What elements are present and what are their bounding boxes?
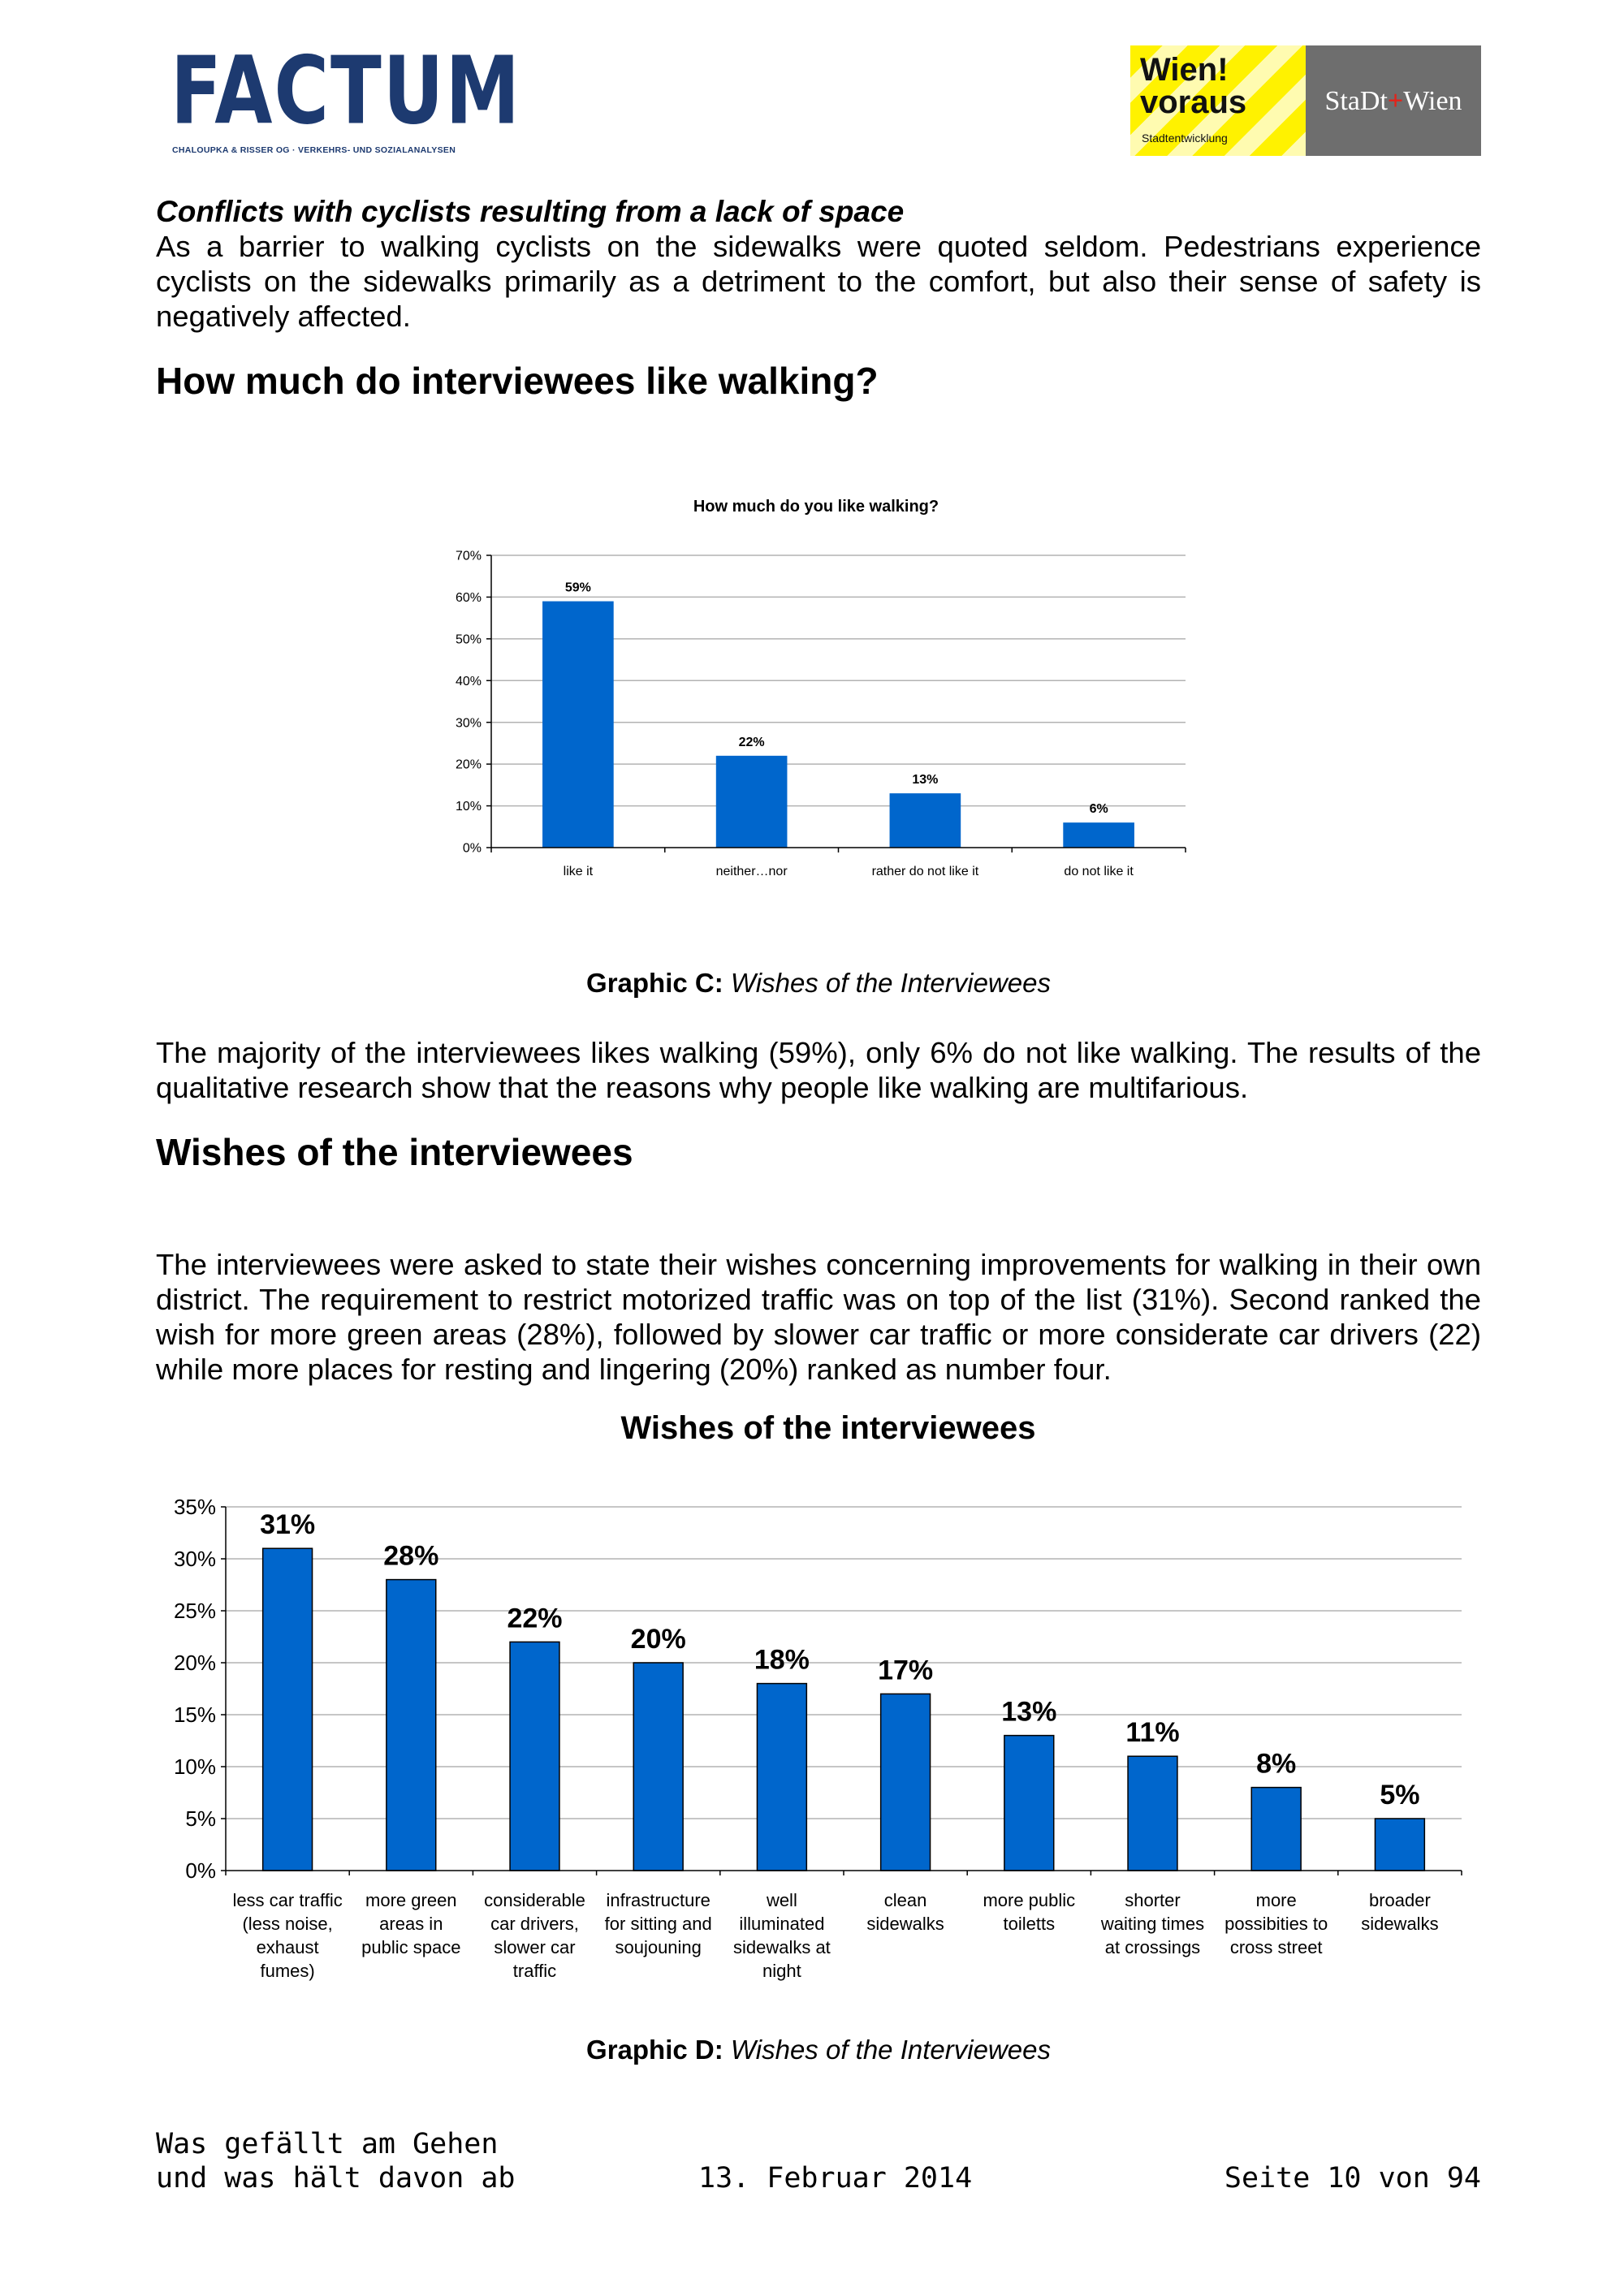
category-label-line: soujouning [615,1937,702,1957]
category-label-line: well [766,1890,797,1910]
data-label: 18% [754,1644,810,1676]
wien-logo-subtitle: Stadtentwicklung [1142,132,1228,145]
category-label-line: fumes) [260,1961,315,1981]
chart1-y-axis [456,550,491,856]
category-label-line: neither…nor [715,865,788,878]
category-label-line: illuminated [739,1914,825,1934]
bar [890,793,961,848]
category-label [983,1890,1075,1934]
category-label-line: traffic [512,1961,557,1981]
chart1-data-labels [565,581,1108,817]
category-label-line: like it [563,865,594,878]
wien-logo-line2: voraus [1140,84,1247,120]
category-label [1224,1890,1328,1957]
chart2-title: Wishes of the interviewees [620,1410,1036,1446]
data-label: 20% [630,1624,686,1655]
bar [1375,1819,1424,1871]
stadt-wien-logo-text [1306,86,1481,117]
category-label-line: areas in [379,1914,443,1934]
y-tick-label: 30% [455,716,482,731]
data-label: 13% [912,773,939,788]
chart1-x-axis [491,848,1186,878]
bar [881,1694,931,1871]
y-tick-label: 5% [185,1806,216,1832]
category-label [1064,865,1134,878]
footer-page-number: Seite 10 von 94 [1224,2162,1481,2195]
stadt-wien-logo [1306,45,1481,156]
category-label-line: considerable [484,1890,585,1910]
bar [1004,1736,1054,1871]
data-label: 13% [1001,1696,1057,1728]
chart2-bars [263,1548,1425,1871]
category-label-line: (less noise, [242,1914,333,1934]
data-label: 11% [1125,1717,1180,1749]
y-tick-label: 60% [455,591,482,606]
category-label-line: infrastructure [606,1890,710,1910]
category-label-line: waiting times [1100,1914,1205,1934]
category-label-line: more public [983,1890,1076,1910]
factum-logo-subtitle: CHALOUPKA & RISSER OG · VERKEHRS- UND SOZIALANALYSEN [172,145,456,155]
category-label-line: slower car [494,1937,576,1957]
category-label-line: more [1255,1890,1297,1910]
wien-logo-title [1140,54,1246,119]
category-label-line: possibities to [1224,1914,1328,1934]
category-label-line: more green [365,1890,457,1910]
factum-logo-text: FACTUM [171,37,522,145]
y-tick-label: 25% [173,1599,216,1624]
data-label: 17% [878,1655,934,1686]
footer-title-line2: und was hält davon ab [156,2162,516,2195]
category-label [484,1890,585,1981]
y-tick-label: 10% [173,1754,216,1780]
category-label [866,1890,944,1934]
stadt-logo-left: StaDt [1324,86,1388,116]
category-label [733,1890,831,1981]
category-label-line: broader [1368,1890,1431,1910]
bar [263,1548,313,1871]
heading-like-walking: How much do interviewees like walking? [156,360,879,402]
category-label-line: public space [361,1937,461,1957]
paragraph-like-walking: The majority of the interviewees likes walking (59%), only 6% do not like walking. The results of the qualitative research show that the reasons why people like walking are multifarious. [156,1036,1481,1104]
data-label: 5% [1380,1780,1420,1810]
bar [716,756,788,848]
bar [633,1663,683,1871]
y-tick-label: 0% [462,841,482,856]
bar [510,1642,559,1871]
factum-logo [171,37,522,158]
category-label-line: toiletts [1003,1914,1056,1934]
wien-voraus-logo [1130,45,1306,156]
bar [387,1580,436,1871]
y-tick-label: 20% [455,757,482,772]
category-label [564,865,594,878]
wien-logo-line1: Wien! [1140,52,1229,88]
y-tick-label: 0% [185,1858,216,1884]
chart1-title: How much do you like walking? [693,498,939,516]
bar [1251,1788,1301,1871]
y-tick-label: 70% [455,549,482,563]
chart2-y-axis [174,1495,226,1883]
category-label-line: cross street [1229,1937,1323,1957]
paragraph-wishes: The interviewees were asked to state their wishes concerning improvements for walking in their own district. The requirement to restrict motorized traffic was on top of the list (31%). Second ranked the wish for more green areas (28%), followed by slower car traffic or more considerate car drivers (22) while more places for resting and lingering (20%) ranked as number four. [156,1248,1481,1386]
y-tick-label: 10% [455,800,482,814]
data-label: 6% [1089,802,1108,817]
category-label [361,1890,460,1957]
caption-c-label: Graphic C: [586,968,723,998]
category-label-line: sidewalks [1361,1914,1439,1934]
heading-wishes: Wishes of the interviewees [156,1131,633,1173]
category-label-line: sidewalks [866,1914,944,1934]
chart1-bars [542,602,1134,848]
caption-graphic-c [156,968,1481,999]
category-label-line: do not like it [1064,865,1134,878]
category-label-line: night [762,1961,801,1981]
y-tick-label: 15% [173,1703,216,1728]
caption-d-text: Wishes of the Interviewees [723,2035,1051,2065]
y-tick-label: 30% [173,1547,216,1572]
y-tick-label: 20% [173,1651,216,1676]
footer-title [156,2127,516,2195]
bar [542,602,614,848]
category-label-line: rather do not like it [871,865,979,878]
data-label: 28% [383,1540,439,1572]
caption-d-label: Graphic D: [586,2035,723,2065]
category-label-line: less car traffic [232,1890,343,1910]
y-tick-label: 40% [455,674,482,688]
category-label-line: at crossings [1104,1937,1201,1957]
data-label: 22% [738,735,765,749]
subheading-conflicts: Conflicts with cyclists resulting from a lack of space [156,195,905,228]
category-label [1361,1890,1438,1934]
stadt-logo-cross: + [1387,86,1404,116]
data-label: 8% [1256,1748,1297,1780]
chart-like-walking [422,487,1202,893]
category-label-line: for sitting and [604,1914,712,1934]
data-label: 59% [564,580,591,595]
footer-date: 13. Februar 2014 [698,2162,973,2195]
data-label: 31% [260,1509,316,1541]
paragraph-conflicts: As a barrier to walking cyclists on the sidewalks were quoted seldom. Pedestrians experience cyclists on the sidewalks primarily as a detriment to the comfort, but also their sense of safety is negatively affected. [156,230,1481,333]
caption-graphic-d [156,2035,1481,2065]
category-label [716,865,788,878]
category-label-line: clean [883,1890,927,1910]
category-label-line: sidewalks at [732,1937,831,1957]
category-label [872,865,979,878]
chart-wishes [154,1405,1486,1997]
category-label [232,1890,342,1981]
category-label-line: car drivers, [490,1914,579,1934]
stadt-logo-right: Wien [1403,86,1462,116]
category-label-line: shorter [1125,1890,1181,1910]
footer-title-line1: Was gefällt am Gehen [156,2128,499,2160]
chart2-x-axis [226,1871,1462,1981]
data-label: 22% [507,1603,563,1634]
category-label [605,1890,712,1957]
bar [1063,822,1134,848]
bar [757,1684,806,1871]
y-tick-label: 50% [455,632,482,647]
category-label-line: exhaust [256,1937,319,1957]
caption-c-text: Wishes of the Interviewees [723,968,1051,998]
category-label [1100,1890,1204,1957]
y-tick-label: 35% [173,1495,216,1520]
bar [1128,1756,1177,1871]
